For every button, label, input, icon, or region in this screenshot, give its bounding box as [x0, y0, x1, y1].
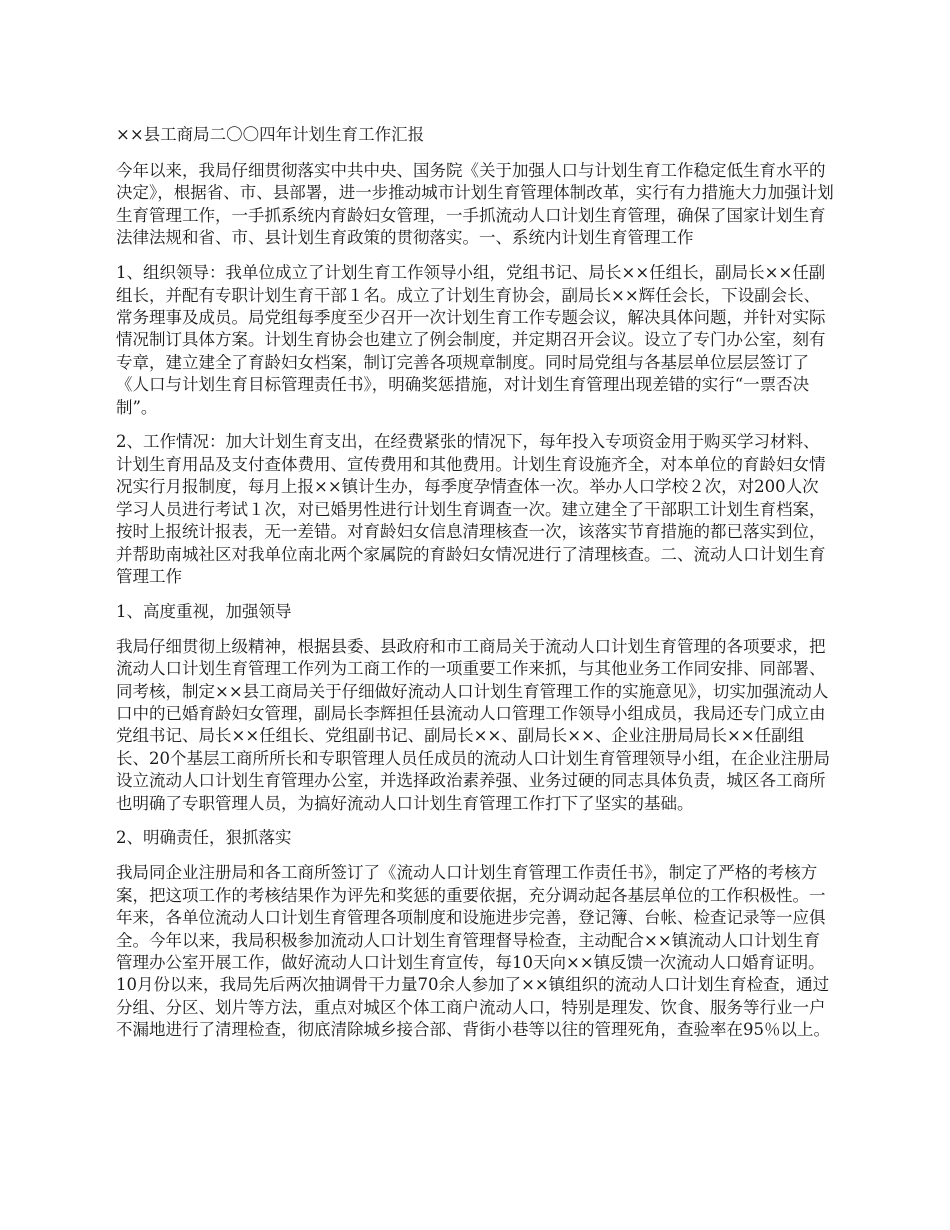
floating-population-leadership-paragraph: 我局仔细贯彻上级精神，根据县委、县政府和市工商局关于流动人口计划生育管理的各项要求，把流动人口计划生育管理工作列为工商工作的一项重要工作来抓，与其他业务工作同安排、同部署、同考核，制定××县工商局关于仔细做好流动人口计划生育管理工作的实施意见》，切实加强流动人口中的已婚育龄妇女管理，副局长李辉担任县流动人口管理工作领导小组成员，我局还专门成立由党组书记、局长××任组长、党组副书记、副局长××、副局长××、企业注册局局长××任副组长、20个基层工商所所长和专职管理人员任成员的流动人口计划生育管理领导小组，在企业注册局设立流动人口计划生育管理办公室，并选择政治素养强、业务过硬的同志具体负责，城区各工商所也明确了专职管理人员，为搞好流动人口计划生育管理工作打下了坚实的基础。	[116, 636, 830, 813]
section-heading-clarify-responsibility: 2、明确责任，狠抓落实	[116, 828, 292, 848]
responsibility-implementation-paragraph: 我局同企业注册局和各工商所签订了《流动人口计划生育管理工作责任书》，制定了严格的考核方案，把这项工作的考核结果作为评先和奖惩的重要依据，充分调动起各基层单位的工作积极性。一年来，各单位流动人口计划生育管理各项制度和设施进步完善，登记簿、台帐、检查记录等一应俱全。今年以来，我局积极参加流动人口计划生育管理督导检查，主动配合××镇流动人口计划生育管理办公室开展工作，做好流动人口计划生育宣传，每10天向××镇反馈一次流动人口婚育证明。10月份以来，我局先后两次抽调骨干力量70余人参加了××镇组织的流动人口计划生育检查，通过分组、分区、划片等方法，重点对城区个体工商户流动人口，特别是理发、饮食、服务等行业一户不漏地进行了清理检查，彻底清除城乡接合部、背街小巷等以往的管理死角，查验率在95％以上。	[116, 863, 830, 1040]
work-situation-paragraph: 2、工作情况：加大计划生育支出，在经费紧张的情况下，每年投入专项资金用于购买学习材料、计划生育用品及支付查体费用、宣传费用和其他费用。计划生育设施齐全，对本单位的育龄妇女情况实行月报制度，每月上报××镇计生办，每季度孕情查体一次。举办人口学校２次，对200人次学习人员进行考试１次，对已婚男性进行计划生育调查一次。建立建全了干部职工计划生育档案，按时上报统计报表，无一差错。对育龄妇女信息清理核查一次，该落实节育措施的都已落实到位，并帮助南城社区对我单位南北两个家属院的育龄妇女情况进行了清理核查。二、流动人口计划生育管理工作	[116, 432, 826, 586]
document-title: ××县工商局二〇〇四年计划生育工作汇报	[116, 125, 425, 144]
organization-leadership-paragraph: 1、组织领导：我单位成立了计划生育工作领导小组，党组书记、局长××任组长，副局长××任副组长，并配有专职计划生育干部１名。成立了计划生育协会，副局长××辉任会长，下设副会长、常务理事及成员。局党组每季度至少召开一次计划生育工作专题会议，解决具体问题，并针对实际情况制订具体方案。计划生育协会也建立了例会制度，并定期召开会议。设立了专门办公室，刻有专章，建立建全了育龄妇女档案，制订完善各项规章制度。同时局党组与各基层单位层层签订了《人口与计划生育目标管理责任书》，明确奖惩措施，对计划生育管理出现差错的实行“一票否决制”。	[116, 263, 826, 417]
section-heading-attach-importance: 1、高度重视，加强领导	[116, 601, 292, 621]
intro-paragraph: 今年以来，我局仔细贯彻落实中共中央、国务院《关于加强人口与计划生育工作稳定低生育水平的决定》，根据省、市、县部署，进一步推动城市计划生育管理体制改革，实行有力措施大力加强计划生育管理工作，一手抓系统内育龄妇女管理，一手抓流动人口计划生育管理，确保了国家计划生育法律法规和省、市、县计划生育政策的贯彻落实。一、系统内计划生育管理工作	[116, 161, 834, 248]
